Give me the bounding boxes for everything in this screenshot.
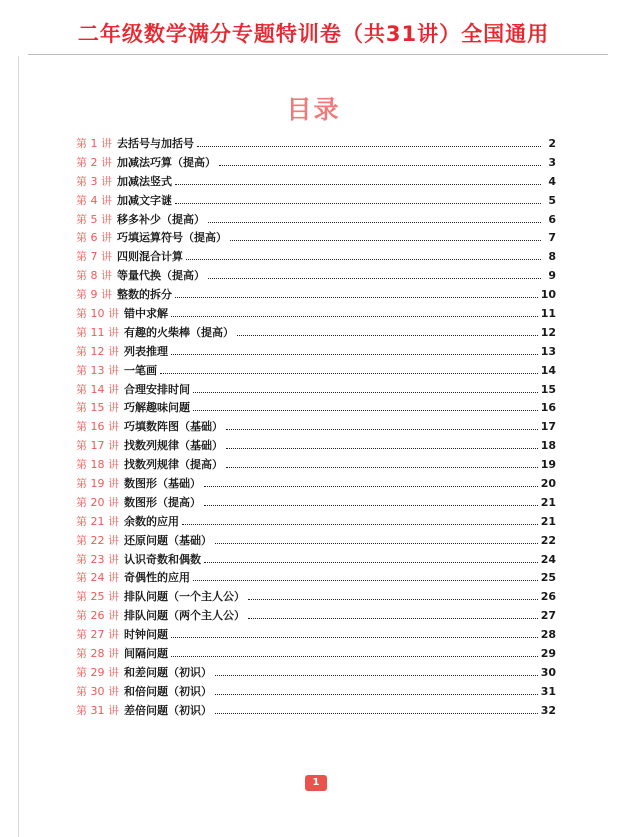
toc-page-number: 7 [548, 231, 556, 245]
toc-lecture-number: 第 31 讲 [76, 703, 119, 717]
toc-dot-leader [186, 258, 541, 260]
toc-dot-leader [193, 391, 538, 393]
toc-dot-leader [215, 674, 538, 676]
toc-page-number: 29 [540, 646, 556, 660]
toc-lecture-number: 第 4 讲 [76, 193, 112, 207]
toc-page-number: 22 [540, 533, 556, 547]
toc-entry[interactable] [76, 701, 556, 720]
toc-dot-leader [171, 353, 538, 355]
toc-page-number: 14 [540, 363, 556, 377]
toc-lecture-number: 第 14 讲 [76, 382, 119, 396]
toc-topic: 间隔问题 [124, 646, 168, 660]
toc-lecture-number: 第 13 讲 [76, 363, 119, 377]
page-left-edge [18, 56, 19, 837]
toc-lecture-number: 第 12 讲 [76, 344, 119, 358]
toc-entry[interactable] [76, 380, 556, 399]
toc-lecture-number: 第 17 讲 [76, 439, 119, 453]
toc-topic: 找数列规律（提高） [124, 458, 223, 472]
toc-dot-leader [226, 428, 538, 430]
toc-topic: 等量代换（提高） [117, 269, 205, 283]
toc-topic: 加减文字谜 [117, 193, 172, 207]
toc-entry[interactable] [76, 172, 556, 191]
toc-topic: 巧填数阵图（基础） [124, 420, 223, 434]
toc-dot-leader [215, 712, 538, 714]
toc-dot-leader [175, 183, 541, 185]
toc-dot-leader [175, 296, 538, 298]
toc-topic: 找数列规律（基础） [124, 439, 223, 453]
toc-dot-leader [182, 523, 538, 525]
toc-topic: 加减法巧算（提高） [117, 155, 216, 169]
toc-topic: 一笔画 [124, 363, 157, 377]
toc-page-number: 16 [540, 401, 556, 415]
toc-topic: 移多补少（提高） [117, 212, 205, 226]
toc-entry[interactable] [76, 304, 556, 323]
toc-page-number: 15 [540, 382, 556, 396]
toc-topic: 有趣的火柴棒（提高） [124, 325, 234, 339]
toc-page-number: 9 [548, 269, 556, 283]
toc-entry[interactable] [76, 134, 556, 153]
toc-entry[interactable] [76, 682, 556, 701]
page-header-title: 二年级数学满分专题特训卷（共31讲）全国通用 [77, 22, 550, 46]
toc-page-number: 18 [540, 439, 556, 453]
toc-page-number: 19 [540, 458, 556, 472]
toc-dot-leader [208, 277, 541, 279]
toc-lecture-number: 第 8 讲 [76, 269, 112, 283]
toc-topic: 巧解趣味问题 [124, 401, 190, 415]
toc-entry[interactable] [76, 493, 556, 512]
toc-dot-leader [226, 466, 538, 468]
toc-entry[interactable] [76, 210, 556, 229]
table-of-contents [76, 134, 556, 720]
toc-entry[interactable] [76, 474, 556, 493]
toc-topic: 数图形（基础） [124, 476, 201, 490]
toc-dot-leader [204, 561, 538, 563]
toc-topic: 奇偶性的应用 [124, 571, 190, 585]
toc-entry[interactable] [76, 323, 556, 342]
toc-lecture-number: 第 29 讲 [76, 665, 119, 679]
footer-page-number: 1 [305, 775, 327, 791]
toc-page-number: 8 [548, 250, 556, 264]
toc-lecture-number: 第 24 讲 [76, 571, 119, 585]
toc-entry[interactable] [76, 361, 556, 380]
toc-dot-leader [160, 372, 538, 374]
toc-dot-leader [175, 202, 541, 204]
toc-entry[interactable] [76, 587, 556, 606]
toc-dot-leader [230, 239, 541, 241]
toc-topic: 加减法竖式 [117, 174, 172, 188]
toc-page-number: 21 [540, 495, 556, 509]
toc-dot-leader [248, 617, 538, 619]
toc-lecture-number: 第 22 讲 [76, 533, 119, 547]
toc-page-number: 2 [548, 136, 556, 150]
toc-dot-leader [193, 409, 538, 411]
toc-page-number: 21 [540, 514, 556, 528]
toc-entry[interactable] [76, 247, 556, 266]
toc-topic: 巧填运算符号（提高） [117, 231, 227, 245]
toc-entry[interactable] [76, 512, 556, 531]
toc-dot-leader [171, 315, 538, 317]
toc-dot-leader [204, 504, 538, 506]
toc-dot-leader [204, 485, 538, 487]
toc-topic: 时钟问题 [124, 628, 168, 642]
toc-topic: 排队问题（一个主人公） [124, 590, 245, 604]
toc-entry[interactable] [76, 228, 556, 247]
toc-lecture-number: 第 16 讲 [76, 420, 119, 434]
toc-entry[interactable] [76, 663, 556, 682]
toc-entry[interactable] [76, 568, 556, 587]
toc-page-number: 6 [548, 212, 556, 226]
toc-topic: 排队问题（两个主人公） [124, 609, 245, 623]
toc-page-number: 30 [540, 665, 556, 679]
toc-dot-leader [226, 447, 538, 449]
toc-entry[interactable] [76, 436, 556, 455]
toc-topic: 错中求解 [124, 306, 168, 320]
toc-lecture-number: 第 11 讲 [76, 325, 119, 339]
toc-page-number: 11 [540, 306, 556, 320]
toc-dot-leader [215, 542, 538, 544]
toc-lecture-number: 第 26 讲 [76, 609, 119, 623]
toc-lecture-number: 第 10 讲 [76, 306, 119, 320]
toc-dot-leader [208, 221, 541, 223]
toc-page-number: 4 [548, 174, 556, 188]
toc-lecture-number: 第 25 讲 [76, 590, 119, 604]
toc-topic: 余数的应用 [124, 514, 179, 528]
toc-entry[interactable] [76, 531, 556, 550]
toc-entry[interactable] [76, 644, 556, 663]
toc-lecture-number: 第 5 讲 [76, 212, 112, 226]
toc-topic: 还原问题（基础） [124, 533, 212, 547]
toc-title: 目录 [286, 95, 341, 124]
toc-page-number: 32 [540, 703, 556, 717]
toc-lecture-number: 第 21 讲 [76, 514, 119, 528]
toc-page-number: 28 [540, 628, 556, 642]
toc-page-number: 5 [548, 193, 556, 207]
toc-entry[interactable] [76, 153, 556, 172]
toc-dot-leader [171, 636, 538, 638]
toc-page-number: 3 [548, 155, 556, 169]
toc-dot-leader [248, 598, 538, 600]
toc-topic: 和差问题（初识） [124, 665, 212, 679]
toc-entry[interactable] [76, 191, 556, 210]
toc-lecture-number: 第 27 讲 [76, 628, 119, 642]
toc-lecture-number: 第 6 讲 [76, 231, 112, 245]
toc-page-number: 27 [540, 609, 556, 623]
toc-entry[interactable] [76, 398, 556, 417]
toc-lecture-number: 第 1 讲 [76, 136, 112, 150]
toc-page-number: 12 [540, 325, 556, 339]
toc-page-number: 25 [540, 571, 556, 585]
toc-dot-leader [215, 693, 538, 695]
header-divider [28, 54, 608, 55]
toc-topic: 差倍问题（初识） [124, 703, 212, 717]
toc-lecture-number: 第 2 讲 [76, 155, 112, 169]
toc-page-number: 10 [540, 288, 556, 302]
toc-topic: 列表推理 [124, 344, 168, 358]
toc-topic: 认识奇数和偶数 [124, 552, 201, 566]
toc-topic: 四则混合计算 [117, 250, 183, 264]
toc-lecture-number: 第 28 讲 [76, 646, 119, 660]
toc-page-number: 26 [540, 590, 556, 604]
toc-entry[interactable] [76, 625, 556, 644]
toc-lecture-number: 第 3 讲 [76, 174, 112, 188]
toc-entry[interactable] [76, 550, 556, 569]
toc-topic: 合理安排时间 [124, 382, 190, 396]
toc-entry[interactable] [76, 342, 556, 361]
toc-entry[interactable] [76, 455, 556, 474]
toc-dot-leader [171, 655, 538, 657]
toc-entry[interactable] [76, 266, 556, 285]
toc-dot-leader [197, 145, 541, 147]
toc-entry[interactable] [76, 606, 556, 625]
toc-page-number: 17 [540, 420, 556, 434]
toc-lecture-number: 第 18 讲 [76, 458, 119, 472]
toc-page-number: 13 [540, 344, 556, 358]
toc-lecture-number: 第 9 讲 [76, 288, 112, 302]
toc-topic: 去括号与加括号 [117, 136, 194, 150]
toc-topic: 数图形（提高） [124, 495, 201, 509]
toc-page-number: 24 [540, 552, 556, 566]
toc-topic: 整数的拆分 [117, 288, 172, 302]
toc-dot-leader [193, 579, 538, 581]
toc-topic: 和倍问题（初识） [124, 684, 212, 698]
toc-page-number: 31 [540, 684, 556, 698]
toc-lecture-number: 第 19 讲 [76, 476, 119, 490]
toc-entry[interactable] [76, 417, 556, 436]
toc-dot-leader [237, 334, 538, 336]
toc-entry[interactable] [76, 285, 556, 304]
toc-lecture-number: 第 15 讲 [76, 401, 119, 415]
toc-lecture-number: 第 20 讲 [76, 495, 119, 509]
toc-dot-leader [219, 164, 541, 166]
toc-lecture-number: 第 23 讲 [76, 552, 119, 566]
toc-lecture-number: 第 30 讲 [76, 684, 119, 698]
toc-lecture-number: 第 7 讲 [76, 250, 112, 264]
toc-page-number: 20 [540, 476, 556, 490]
